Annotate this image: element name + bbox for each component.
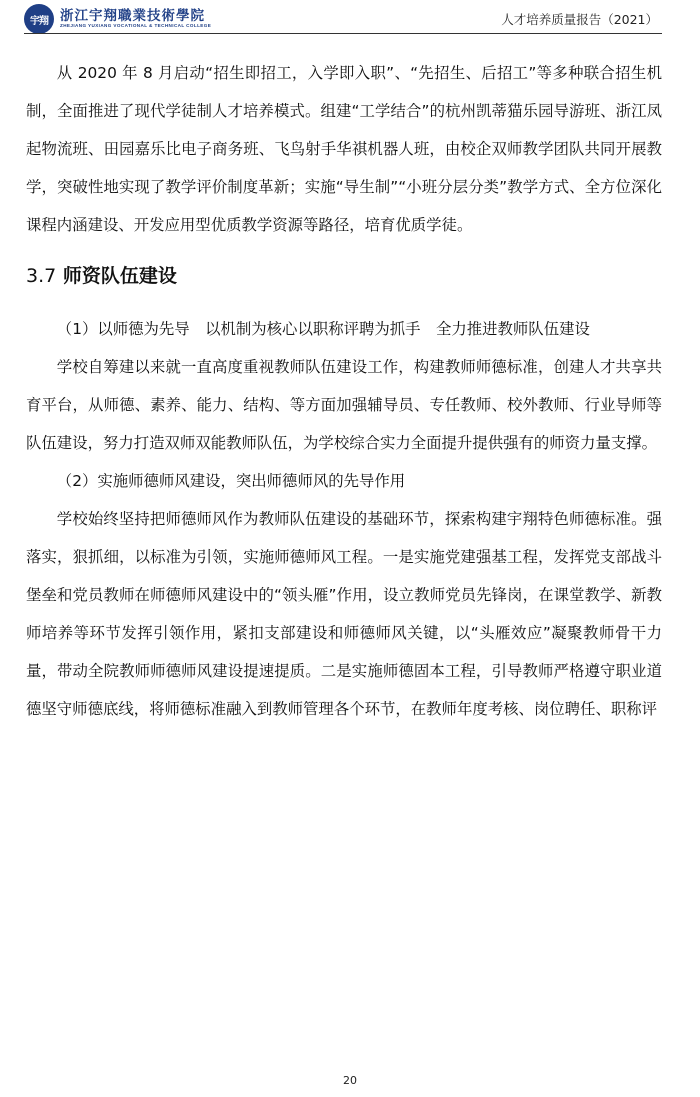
paragraph-apprenticeship: 从 2020 年 8 月启动“招生即招工，入学即入职”、“先招生、后招工”等多种联合招生机制，全面推进了现代学徒制人才培养模式。组建“工学结合”的杭州凯蒂猫乐园导游班、浙江凤起物流班、田园嘉乐比电子商务班、飞鸟射手华祺机器人班，由校企双师教学团队共同开展教学，突破性地实现了教学评价制度革新；实施“导生制”“小班分层分类”教学方式、全方位深化课程内涵建设、开发应用型优质教学资源等路径，培育优质学徒。: [26, 64, 662, 234]
section-title: 师资队伍建设: [62, 265, 177, 287]
header-divider: [24, 33, 662, 34]
school-name-english: ZHEJIANG YUXIANG VOCATIONAL & TECHNICAL COLLEGE: [60, 23, 212, 28]
report-title: 人才培养质量报告（2021）: [501, 12, 658, 27]
page-header: [0, 0, 700, 40]
school-logo-seal: 宇翔: [24, 4, 54, 34]
school-name: 浙江宇翔職業技術學院: [60, 8, 205, 24]
subheading-1: （1）以师德为先导 以机制为核心以职称评聘为抓手 全力推进教师队伍建设: [56, 320, 590, 338]
paragraph-ethics: 学校始终坚持把师德师风作为教师队伍建设的基础环节，探索构建宇翔特色师德标准。强落实，狠抓细，以标准为引领，实施师德师风工程。一是实施党建强基工程，发挥党支部战斗堡垒和党员教师在师德师风建设中的“领头雁”作用，设立教师党员先锋岗，在课堂教学、新教师培养等环节发挥引领作用，紧扣支部建设和师德师风关键，以“头雁效应”凝聚教师骨干力量，带动全院教师师德师风建设提速提质。二是实施师德固本工程，引导教师严格遵守职业道德坚守师德底线，将师德标准融入到教师管理各个环节，在教师年度考核、岗位聘任、职称评: [26, 510, 662, 718]
subheading-2: （2）实施师德师风建设，突出师德师风的先导作用: [56, 472, 406, 490]
section-number: 3.7: [26, 265, 57, 287]
page-body: [26, 54, 662, 728]
paragraph-team-building: 学校自筹建以来就一直高度重视教师队伍建设工作，构建教师师德标准，创建人才共享共育平台，从师德、素养、能力、结构、等方面加强辅导员、专任教师、校外教师、行业导师等队伍建设，努力打造双师双能教师队伍，为学校综合实力全面提升提供强有的师资力量支撑。: [26, 358, 662, 452]
page-number: 20: [343, 1074, 357, 1087]
section-heading: [26, 256, 662, 296]
